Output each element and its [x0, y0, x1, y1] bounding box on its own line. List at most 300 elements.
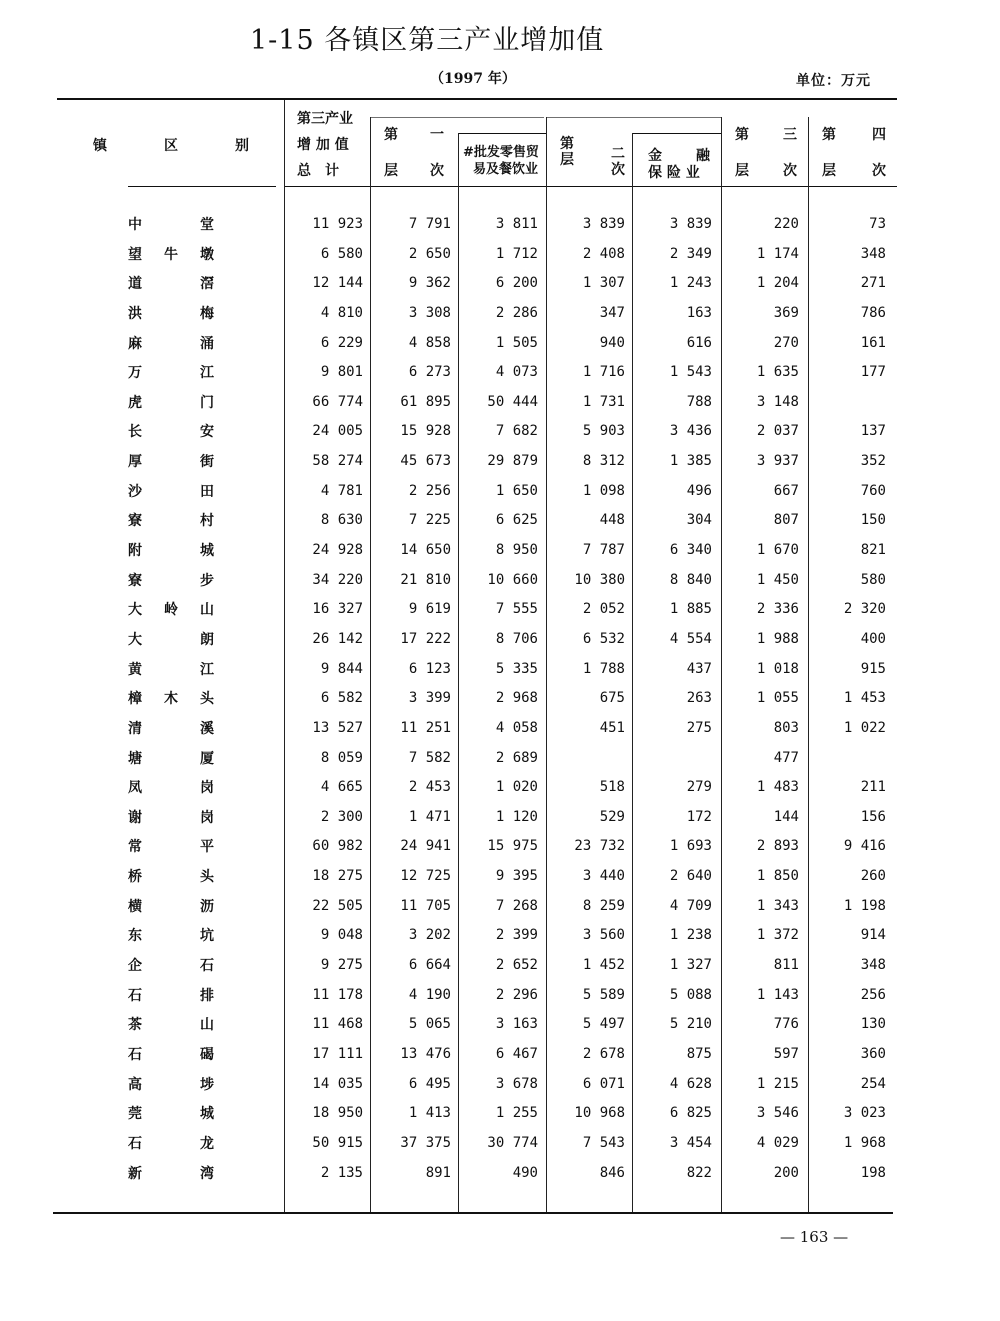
table-cell: 6 340: [669, 542, 712, 559]
table-cell: 2 453: [408, 779, 451, 796]
region-name: [128, 807, 214, 827]
table-cell: 21 810: [400, 571, 451, 588]
region-name-char: 厚: [128, 454, 142, 471]
table-row: [0, 300, 1000, 330]
table-cell: 144: [773, 808, 799, 825]
table-cell: 34 220: [312, 571, 363, 588]
region-name-char: 大: [128, 602, 142, 619]
table-cell: 7 787: [582, 542, 625, 559]
table-cell: 675: [599, 690, 625, 707]
table-cell: 30 774: [487, 1134, 538, 1151]
table-cell: 9 362: [408, 275, 451, 292]
table-cell: 9 801: [320, 364, 363, 381]
region-name-char: 山: [200, 602, 214, 619]
region-name: [128, 1103, 214, 1123]
table-cell: 3 163: [495, 1016, 538, 1033]
region-name-char: 寮: [128, 513, 142, 530]
table-cell: 11 705: [400, 897, 451, 914]
region-name-char: 头: [200, 691, 214, 708]
region-name-char: 中: [128, 217, 142, 233]
region-name: [128, 273, 214, 293]
table-cell: 1 020: [495, 779, 538, 796]
table-cell: 37 375: [400, 1134, 451, 1151]
table-cell: 2 349: [669, 245, 712, 262]
table-cell: 172: [686, 808, 712, 825]
region-name-char: 新: [128, 1165, 142, 1182]
header-tertiary-bottom: 层 次: [735, 163, 797, 179]
table-cell: 1 022: [843, 719, 886, 736]
table-cell: 2 640: [669, 868, 712, 885]
region-name: [128, 777, 214, 797]
header-quaternary-top: 第 四: [822, 127, 886, 143]
table-cell: 22 505: [312, 897, 363, 914]
table-row: [0, 745, 1000, 775]
header-primary-bottom: 层 次: [384, 163, 444, 179]
table-cell: 177: [860, 364, 886, 381]
region-name-char: 长: [128, 424, 142, 441]
region-name-char: 清: [128, 720, 142, 737]
header-wholesale-line1: #批发零售贸: [463, 145, 539, 160]
table-cell: 13 527: [312, 719, 363, 736]
region-header-rule: [128, 186, 276, 187]
region-name-char: 凤: [128, 780, 142, 797]
table-cell: 8 312: [582, 453, 625, 470]
region-name: [128, 718, 214, 738]
region-name-char: 岗: [200, 809, 214, 826]
region-name-char: 村: [200, 513, 214, 530]
table-cell: 10 968: [574, 1105, 625, 1122]
region-name: [128, 570, 214, 590]
table-cell: 6 582: [320, 690, 363, 707]
table-cell: 279: [686, 779, 712, 796]
table-cell: 1 343: [756, 897, 799, 914]
table-cell: 2 650: [408, 245, 451, 262]
region-name-char: 木: [164, 691, 178, 708]
table-cell: 811: [773, 957, 799, 974]
table-cell: 1 988: [756, 630, 799, 647]
table-cell: 1 968: [843, 1134, 886, 1151]
table-cell: 7 555: [495, 601, 538, 618]
sub-header-rule-2: [459, 133, 547, 134]
table-cell: 6 495: [408, 1075, 451, 1092]
table-cell: 2 135: [320, 1164, 363, 1181]
table-row: [0, 1130, 1000, 1160]
table-cell: 3 399: [408, 690, 451, 707]
region-name: [128, 836, 214, 856]
table-cell: 1 471: [408, 808, 451, 825]
table-cell: 786: [860, 304, 886, 321]
region-name: [128, 1133, 214, 1153]
table-cell: 1 243: [669, 275, 712, 292]
table-cell: 400: [860, 630, 886, 647]
region-name-char: 江: [200, 365, 214, 382]
table-bottom-rule: [53, 1212, 893, 1214]
table-cell: 2 037: [756, 423, 799, 440]
table-cell: 2 652: [495, 957, 538, 974]
table-cell: 4 858: [408, 334, 451, 351]
table-cell: 8 950: [495, 542, 538, 559]
table-cell: 3 023: [843, 1105, 886, 1122]
table-cell: 4 554: [669, 630, 712, 647]
table-cell: 1 385: [669, 453, 712, 470]
table-cell: 1 670: [756, 542, 799, 559]
header-total-line3: 总 计: [297, 163, 339, 179]
region-name-char: 梅: [200, 305, 214, 322]
region-name-char: 墩: [200, 246, 214, 263]
region-name: [128, 659, 214, 679]
table-cell: 220: [773, 216, 799, 232]
table-cell: 11 468: [312, 1016, 363, 1033]
table-cell: 776: [773, 1016, 799, 1033]
table-cell: 352: [860, 453, 886, 470]
region-name-char: 黄: [128, 661, 142, 678]
table-cell: 16 327: [312, 601, 363, 618]
region-name-char: 莞: [128, 1106, 142, 1123]
region-name-char: 城: [200, 543, 214, 560]
table-cell: 2 052: [582, 601, 625, 618]
table-cell: 2 408: [582, 245, 625, 262]
table-cell: 58 274: [312, 453, 363, 470]
table-cell: 1 198: [843, 897, 886, 914]
table-cell: 6 071: [582, 1075, 625, 1092]
table-cell: 1 453: [843, 690, 886, 707]
table-cell: 263: [686, 690, 712, 707]
table-cell: 8 259: [582, 897, 625, 914]
region-name-char: 埗: [200, 1076, 214, 1093]
table-cell: 4 073: [495, 364, 538, 381]
table-cell: 5 497: [582, 1016, 625, 1033]
header-total-line2: 增 加 值: [297, 137, 349, 153]
table-cell: 807: [773, 512, 799, 529]
table-cell: 2 399: [495, 927, 538, 944]
table-cell: 9 395: [495, 868, 538, 885]
table-cell: 1 413: [408, 1105, 451, 1122]
table-cell: 2 678: [582, 1045, 625, 1062]
table-row: [0, 211, 1000, 241]
table-cell: 7 682: [495, 423, 538, 440]
table-cell: 477: [773, 749, 799, 766]
table-cell: 2 296: [495, 986, 538, 1003]
table-cell: 6 467: [495, 1045, 538, 1062]
table-cell: 9 416: [843, 838, 886, 855]
table-row: [0, 596, 1000, 626]
table-cell: 1 204: [756, 275, 799, 292]
table-row: [0, 418, 1000, 448]
table-cell: 1 650: [495, 482, 538, 499]
table-cell: 369: [773, 304, 799, 321]
table-cell: 5 903: [582, 423, 625, 440]
table-row: [0, 1041, 1000, 1071]
table-row: [0, 833, 1000, 863]
table-row: [0, 922, 1000, 952]
table-cell: 1 372: [756, 927, 799, 944]
region-name-char: 虎: [128, 394, 142, 411]
table-row: [0, 537, 1000, 567]
table-cell: 9 844: [320, 660, 363, 677]
table-cell: 1 712: [495, 245, 538, 262]
table-cell: 1 120: [495, 808, 538, 825]
table-cell: 6 200: [495, 275, 538, 292]
region-name-char: 麻: [128, 335, 142, 352]
table-cell: 5 589: [582, 986, 625, 1003]
table-cell: 10 660: [487, 571, 538, 588]
table-row: [0, 982, 1000, 1012]
table-cell: 17 222: [400, 630, 451, 647]
table-cell: 4 628: [669, 1075, 712, 1092]
region-name-char: 街: [200, 454, 214, 471]
table-cell: 448: [599, 512, 625, 529]
table-cell: 12 725: [400, 868, 451, 885]
table-cell: 137: [860, 423, 886, 440]
region-name: [128, 1014, 214, 1034]
table-cell: 822: [686, 1164, 712, 1181]
table-cell: 18 275: [312, 868, 363, 885]
table-cell: 11 923: [312, 216, 363, 232]
table-row: [0, 241, 1000, 271]
table-cell: 5 065: [408, 1016, 451, 1033]
region-name: [128, 1163, 214, 1183]
table-cell: 347: [599, 304, 625, 321]
table-cell: 5 335: [495, 660, 538, 677]
table-row: [0, 626, 1000, 656]
table-cell: 3 839: [669, 216, 712, 232]
region-name-char: 涌: [200, 335, 214, 352]
table-cell: 4 665: [320, 779, 363, 796]
region-name: [128, 1044, 214, 1064]
header-finance-bottom: 保 险 业: [648, 165, 700, 181]
region-name-char: 排: [200, 987, 214, 1004]
region-name-char: 横: [128, 898, 142, 915]
table-cell: 1 850: [756, 868, 799, 885]
table-cell: 198: [860, 1164, 886, 1181]
header-primary-top: 第 一: [384, 127, 444, 143]
table-cell: 50 915: [312, 1134, 363, 1151]
table-cell: 348: [860, 245, 886, 262]
region-name-char: 头: [200, 869, 214, 886]
table-cell: 616: [686, 334, 712, 351]
region-name: [128, 362, 214, 382]
region-name: [128, 866, 214, 886]
table-cell: 5 088: [669, 986, 712, 1003]
table-cell: 29 879: [487, 453, 538, 470]
table-cell: 348: [860, 957, 886, 974]
region-name: [128, 392, 214, 412]
region-name: [128, 510, 214, 530]
region-name-char: 高: [128, 1076, 142, 1093]
table-cell: 15 928: [400, 423, 451, 440]
header-total-line1: 第三产业: [297, 111, 353, 127]
table-cell: 275: [686, 719, 712, 736]
table-row: [0, 359, 1000, 389]
table-cell: 914: [860, 927, 886, 944]
region-name-char: 岭: [164, 602, 178, 619]
table-cell: 3 937: [756, 453, 799, 470]
table-cell: 2 968: [495, 690, 538, 707]
table-row: [0, 804, 1000, 834]
table-cell: 846: [599, 1164, 625, 1181]
region-name-char: 常: [128, 839, 142, 856]
region-name-char: 谢: [128, 809, 142, 826]
table-cell: 7 225: [408, 512, 451, 529]
table-cell: 2 286: [495, 304, 538, 321]
table-cell: 15 975: [487, 838, 538, 855]
table-cell: 18 950: [312, 1105, 363, 1122]
table-cell: 1 327: [669, 957, 712, 974]
sub-header-rule-4: [633, 133, 721, 134]
table-row: [0, 1100, 1000, 1130]
table-cell: 24 928: [312, 542, 363, 559]
region-name-char: 朗: [200, 631, 214, 648]
table-cell: 254: [860, 1075, 886, 1092]
table-cell: 2 893: [756, 838, 799, 855]
header-finance-top: 金 融: [648, 148, 710, 164]
table-cell: 3 678: [495, 1075, 538, 1092]
region-name: [128, 451, 214, 471]
table-cell: 3 202: [408, 927, 451, 944]
table-cell: 1 731: [582, 393, 625, 410]
header-region: 镇 区 别: [93, 138, 249, 154]
region-name-char: 碣: [200, 1046, 214, 1063]
table-cell: 1 452: [582, 957, 625, 974]
table-cell: 7 791: [408, 216, 451, 232]
table-cell: 1 788: [582, 660, 625, 677]
table-cell: 6 273: [408, 364, 451, 381]
table-cell: 14 650: [400, 542, 451, 559]
table-cell: 24 005: [312, 423, 363, 440]
region-name-char: 沥: [200, 898, 214, 915]
table-cell: 13 476: [400, 1045, 451, 1062]
table-cell: 9 275: [320, 957, 363, 974]
table-cell: 6 123: [408, 660, 451, 677]
table-cell: 200: [773, 1164, 799, 1181]
region-name: [128, 748, 214, 768]
table-row: [0, 448, 1000, 478]
table-cell: 7 543: [582, 1134, 625, 1151]
table-cell: 256: [860, 986, 886, 1003]
table-row: [0, 270, 1000, 300]
table-cell: 11 178: [312, 986, 363, 1003]
header-secondary-left: 第层: [560, 136, 574, 168]
table-body: [0, 211, 1000, 1189]
header-tertiary-top: 第 三: [735, 127, 797, 143]
table-cell: 45 673: [400, 453, 451, 470]
region-name: [128, 629, 214, 649]
table-cell: 490: [512, 1164, 538, 1181]
region-name-char: 樟: [128, 691, 142, 708]
region-name-char: 寮: [128, 572, 142, 589]
table-cell: 788: [686, 393, 712, 410]
table-cell: 271: [860, 275, 886, 292]
table-cell: 875: [686, 1045, 712, 1062]
table-cell: 3 811: [495, 216, 538, 232]
table-cell: 61 895: [400, 393, 451, 410]
table-cell: 597: [773, 1045, 799, 1062]
table-cell: 26 142: [312, 630, 363, 647]
header-bottom-rule: [285, 186, 897, 187]
unit-label: 单位：万元: [796, 73, 871, 89]
table-row: [0, 715, 1000, 745]
table-cell: 150: [860, 512, 886, 529]
region-name-char: 石: [128, 987, 142, 1004]
table-cell: 3 454: [669, 1134, 712, 1151]
region-name: [128, 1074, 214, 1094]
region-name: [128, 540, 214, 560]
table-cell: 1 018: [756, 660, 799, 677]
region-name: [128, 481, 214, 501]
region-name-char: 坑: [200, 928, 214, 945]
region-name-char: 厦: [200, 750, 214, 767]
table-cell: 9 048: [320, 927, 363, 944]
table-cell: 6 229: [320, 334, 363, 351]
table-cell: 3 839: [582, 216, 625, 232]
region-name: [128, 244, 214, 264]
table-cell: 8 059: [320, 749, 363, 766]
table-cell: 6 825: [669, 1105, 712, 1122]
region-name-char: 塘: [128, 750, 142, 767]
region-name-char: 石: [128, 1046, 142, 1063]
table-row: [0, 507, 1000, 537]
page-title: 1-15 各镇区第三产业增加值: [250, 25, 605, 56]
table-cell: 1 543: [669, 364, 712, 381]
table-cell: 580: [860, 571, 886, 588]
table-cell: 161: [860, 334, 886, 351]
table-cell: 1 143: [756, 986, 799, 1003]
table-cell: 1 238: [669, 927, 712, 944]
table-row: [0, 478, 1000, 508]
region-name-char: 步: [200, 572, 214, 589]
table-cell: 518: [599, 779, 625, 796]
region-name-char: 道: [128, 276, 142, 293]
table-cell: 496: [686, 482, 712, 499]
header-secondary-right: 二次: [611, 146, 625, 178]
table-row: [0, 567, 1000, 597]
table-cell: 260: [860, 868, 886, 885]
table-row: [0, 1011, 1000, 1041]
table-cell: 6 580: [320, 245, 363, 262]
region-name-char: 安: [200, 424, 214, 441]
table-cell: 451: [599, 719, 625, 736]
region-name-char: 万: [128, 365, 142, 382]
table-cell: 4 810: [320, 304, 363, 321]
region-name: [128, 303, 214, 323]
region-name-char: 滘: [200, 276, 214, 293]
page-number: — 163 —: [780, 1228, 849, 1246]
region-name: [128, 421, 214, 441]
region-name: [128, 925, 214, 945]
table-cell: 3 436: [669, 423, 712, 440]
table-cell: 7 268: [495, 897, 538, 914]
region-name: [128, 599, 214, 619]
table-cell: 4 058: [495, 719, 538, 736]
region-name-char: 牛: [164, 246, 178, 263]
region-name: [128, 955, 214, 975]
region-name-char: 平: [200, 839, 214, 856]
table-cell: 11 251: [400, 719, 451, 736]
table-cell: 7 582: [408, 749, 451, 766]
table-cell: 1 174: [756, 245, 799, 262]
region-name-char: 桥: [128, 869, 142, 886]
table-cell: 3 440: [582, 868, 625, 885]
table-cell: 1 505: [495, 334, 538, 351]
table-cell: 6 625: [495, 512, 538, 529]
region-name: [128, 333, 214, 353]
table-cell: 1 885: [669, 601, 712, 618]
table-row: [0, 389, 1000, 419]
region-name-char: 石: [128, 1135, 142, 1152]
table-cell: 1 055: [756, 690, 799, 707]
table-cell: 8 706: [495, 630, 538, 647]
table-row: [0, 893, 1000, 923]
